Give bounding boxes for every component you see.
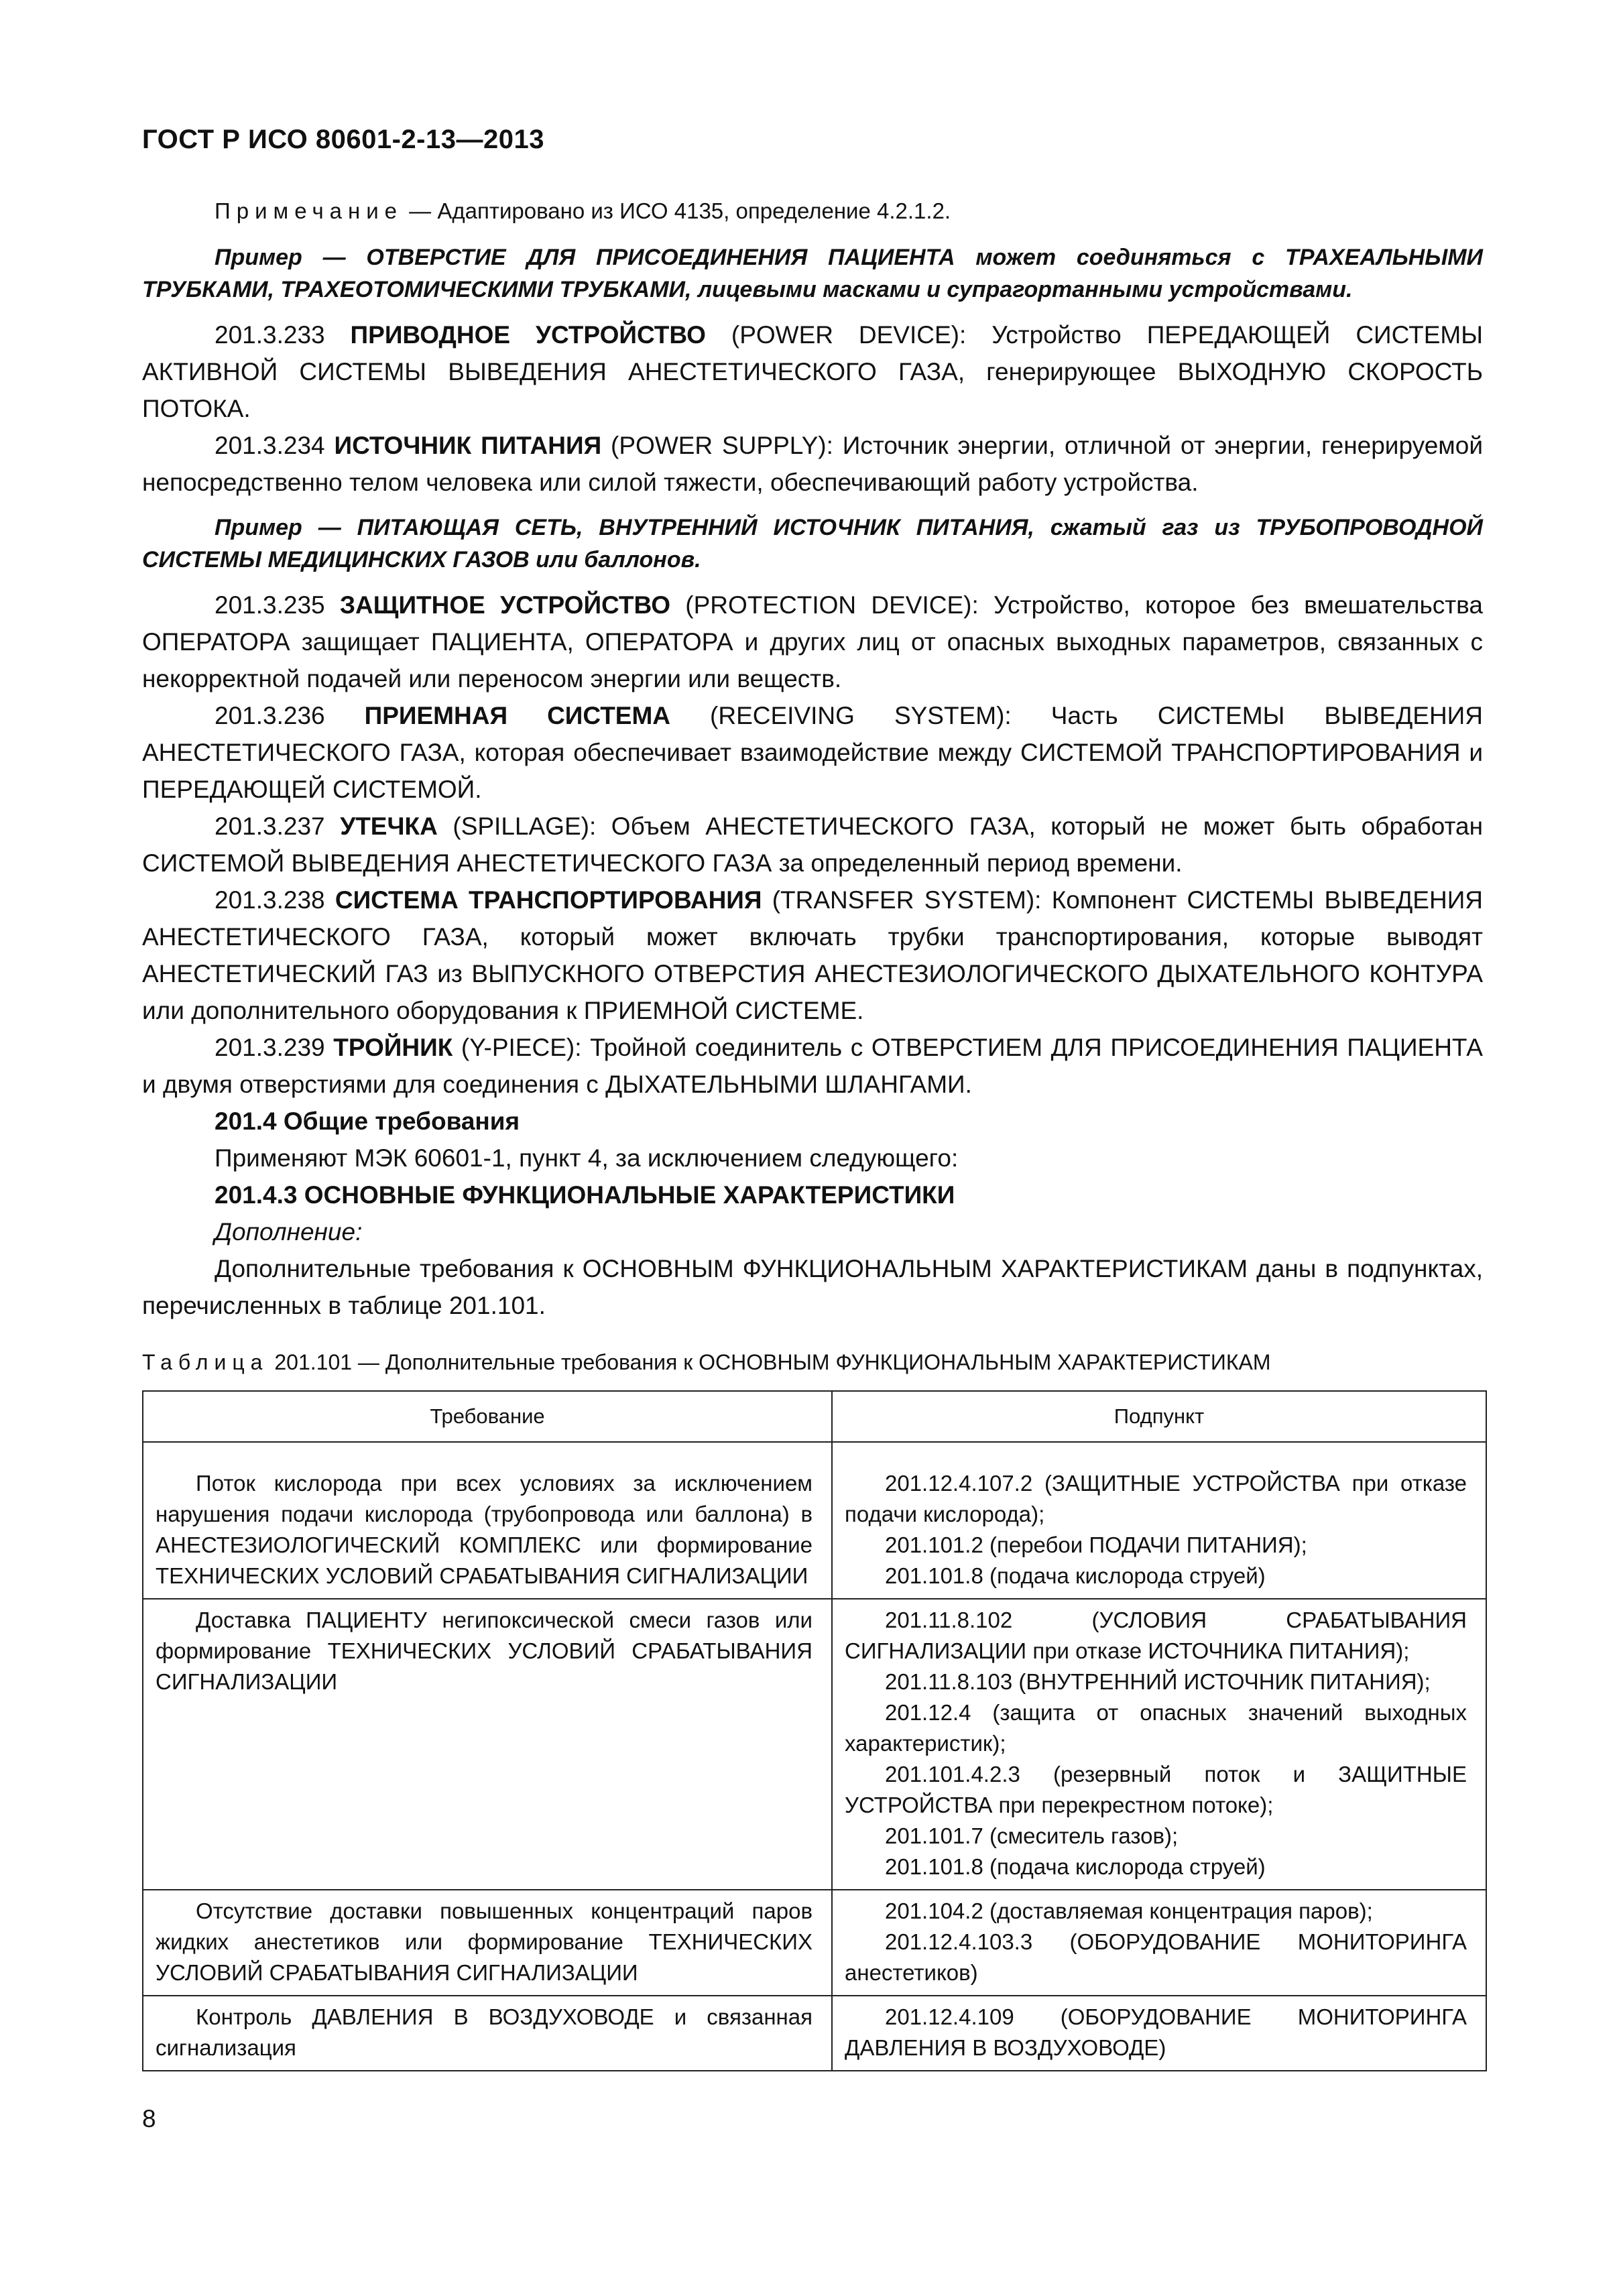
subclause-item: 201.11.8.102 (УСЛОВИЯ СРАБАТЫВАНИЯ СИГНАЛИЗАЦИИ при отказе ИСТОЧНИКА ПИТАНИЯ); [845, 1608, 1467, 1663]
term-paragraph [142, 427, 1483, 501]
requirement-cell [143, 1890, 832, 1996]
subclause-cell [832, 1599, 1486, 1890]
subclause-item: 201.11.8.103 (ВНУТРЕННИЙ ИСТОЧНИК ПИТАНИЯ); [885, 1669, 1431, 1694]
term-definition: (PROTECTION DEVICE): Устройство, которое без вмешательства ОПЕРАТОРА защищает ПАЦИЕНТА, ОПЕРАТОРА и других лиц от опасных выходных параметров, связанных с некорректной подачей или переносом энергии или веществ. [142, 591, 1483, 692]
subclause-item: 201.12.4.107.2 (ЗАЩИТНЫЕ УСТРОЙСТВА при отказе подачи кислорода); [845, 1471, 1467, 1526]
table-row [143, 1599, 1486, 1890]
note [142, 194, 1483, 228]
term-definition: (TRANSFER SYSTEM): Компонент СИСТЕМЫ ВЫВЕДЕНИЯ АНЕСТЕТИЧЕСКОГО ГАЗА, который может включать трубки транспортирования, которые выводят АНЕСТЕТИЧЕСКИЙ ГАЗ из ВЫПУСКНОГО ОТВЕРСТИЯ АНЕСТЕЗИОЛОГИЧЕСКОГО ДЫХАТЕЛЬНОГО КОНТУРА или дополнительного оборудования к ПРИЕМНОЙ СИСТЕМЕ. [142, 886, 1484, 1024]
addition-label: Дополнение: [215, 1218, 363, 1246]
addition-text: Дополнительные требования к ОСНОВНЫМ ФУНКЦИОНАЛЬНЫМ ХАРАКТЕРИСТИКАМ даны в подпунктах, перечисленных в таблице 201.101. [142, 1255, 1483, 1319]
term-number: 201.3.235 [215, 591, 340, 619]
term-definition: (POWER DEVICE): Устройство ПЕРЕДАЮЩЕЙ СИСТЕМЫ АКТИВНОЙ СИСТЕМЫ ВЫВЕДЕНИЯ АНЕСТЕТИЧЕСКОГО ГАЗА, генерирующее ВЫХОДНУЮ СКОРОСТЬ ПОТОКА. [142, 321, 1483, 422]
requirements-table [142, 1390, 1487, 2071]
table-header-row [143, 1391, 1486, 1442]
term-number: 201.3.239 [215, 1034, 334, 1061]
subclause-item: 201.104.2 (доставляемая концентрация паров); [885, 1898, 1373, 1923]
term-paragraph [142, 808, 1483, 882]
column-header-requirement: Требование [143, 1391, 832, 1442]
term-title: ПРИЕМНАЯ СИСТЕМА [364, 702, 671, 729]
note-text: — Адаптировано из ИСО 4135, определение 4.2.1.2. [403, 198, 951, 223]
term-definition: (RECEIVING SYSTEM): Часть СИСТЕМЫ ВЫВЕДЕНИЯ АНЕСТЕТИЧЕСКОГО ГАЗА, которая обеспечивает взаимодействие между СИСТЕМОЙ ТРАНСПОРТИРОВАНИЯ и ПЕРЕДАЮЩЕЙ СИСТЕМОЙ. [142, 702, 1483, 803]
subclause-item: 201.12.4 (защита от опасных значений выходных характеристик); [845, 1700, 1467, 1756]
apply-text: Применяют МЭК 60601-1, пункт 4, за исключением следующего: [215, 1144, 959, 1172]
term-paragraph [142, 1029, 1483, 1103]
subclause-item: 201.12.4.109 (ОБОРУДОВАНИЕ МОНИТОРИНГА ДАВЛЕНИЯ В ВОЗДУХОВОДЕ) [845, 2004, 1467, 2060]
subclause-cell [832, 1890, 1486, 1996]
term-paragraph [142, 316, 1483, 427]
term-number: 201.3.238 [215, 886, 335, 914]
example-power-supply: Пример — ПИТАЮЩАЯ СЕТЬ, ВНУТРЕННИЙ ИСТОЧНИК ПИТАНИЯ, сжатый газ из ТРУБОПРОВОДНОЙ СИСТЕМЫ МЕДИЦИНСКИХ ГАЗОВ или баллонов. [142, 515, 1483, 572]
term-paragraph [142, 697, 1483, 808]
term-paragraph [142, 587, 1483, 697]
subclause-item: 201.101.7 (смеситель газов); [885, 1823, 1179, 1848]
requirement-cell [143, 1599, 832, 1890]
column-header-subclause: Подпункт [832, 1391, 1486, 1442]
table-row [143, 1463, 1486, 1599]
requirement-text: Доставка ПАЦИЕНТУ негипоксической смеси газов или формирование ТЕХНИЧЕСКИХ УСЛОВИЙ СРАБАТЫВАНИЯ СИГНАЛИЗАЦИИ [156, 1608, 813, 1694]
term-number: 201.3.237 [215, 812, 341, 840]
table-row [143, 1890, 1486, 1996]
term-paragraph [142, 882, 1483, 1029]
table-caption-text: 201.101 — Дополнительные требования к ОСНОВНЫМ ФУНКЦИОНАЛЬНЫМ ХАРАКТЕРИСТИКАМ [268, 1350, 1271, 1374]
section-heading-201-4: 201.4 Общие требования [215, 1107, 520, 1135]
requirement-text: Поток кислорода при всех условиях за исключением нарушения подачи кислорода (трубопровода или баллона) в АНЕСТЕЗИОЛОГИЧЕСКИЙ КОМПЛЕКС или формирование ТЕХНИЧЕСКИХ УСЛОВИЙ СРАБАТЫВАНИЯ СИГНАЛИЗАЦИИ [156, 1471, 813, 1588]
subclause-cell [832, 1463, 1486, 1599]
subclause-item: 201.101.8 (подача кислорода струей) [885, 1563, 1266, 1588]
term-number: 201.3.236 [215, 702, 365, 729]
subclause-item: 201.101.2 (перебои ПОДАЧИ ПИТАНИЯ); [885, 1532, 1307, 1557]
table-caption [142, 1344, 1483, 1381]
note-label: Примечание [215, 198, 404, 223]
table-spacer-row [143, 1442, 1486, 1463]
requirement-cell [143, 1463, 832, 1599]
document-code-header: ГОСТ Р ИСО 80601-2-13—2013 [142, 125, 544, 154]
term-title: СИСТЕМА ТРАНСПОРТИРОВАНИЯ [335, 886, 762, 914]
term-number: 201.3.233 [215, 321, 351, 349]
term-title: ТРОЙНИК [333, 1034, 453, 1061]
term-definition: (Y-PIECE): Тройной соединитель с ОТВЕРСТИЕМ ДЛЯ ПРИСОЕДИНЕНИЯ ПАЦИЕНТА и двумя отверстиями для соединения с ДЫХАТЕЛЬНЫМИ ШЛАНГАМИ. [142, 1034, 1483, 1098]
subclause-cell [832, 1996, 1486, 2071]
subclause-item: 201.101.8 (подача кислорода струей) [885, 1854, 1266, 1879]
requirement-cell [143, 1996, 832, 2071]
term-title: ЗАЩИТНОЕ УСТРОЙСТВО [339, 591, 671, 619]
table-caption-label: Таблица [142, 1350, 269, 1374]
example-patient-port: Пример — ОТВЕРСТИЕ ДЛЯ ПРИСОЕДИНЕНИЯ ПАЦИЕНТА может соединяться с ТРАХЕАЛЬНЫМИ ТРУБКАМИ, ТРАХЕОТОМИЧЕСКИМИ ТРУБКАМИ, лицевыми масками и супрагортанными устройствами. [142, 245, 1483, 302]
subclause-item: 201.101.4.2.3 (резервный поток и ЗАЩИТНЫЕ УСТРОЙСТВА при перекрестном потоке); [845, 1762, 1467, 1817]
term-title: ПРИВОДНОЕ УСТРОЙСТВО [350, 321, 706, 349]
section-heading-201-4-3: 201.4.3 ОСНОВНЫЕ ФУНКЦИОНАЛЬНЫЕ ХАРАКТЕРИСТИКИ [215, 1181, 955, 1209]
requirement-text: Контроль ДАВЛЕНИЯ В ВОЗДУХОВОДЕ и связанная сигнализация [156, 2004, 813, 2060]
term-title: ИСТОЧНИК ПИТАНИЯ [334, 432, 602, 459]
term-title: УТЕЧКА [340, 812, 438, 840]
subclause-item: 201.12.4.103.3 (ОБОРУДОВАНИЕ МОНИТОРИНГА анестетиков) [845, 1929, 1467, 1985]
table-row [143, 1996, 1486, 2071]
term-definition: (SPILLAGE): Объем АНЕСТЕТИЧЕСКОГО ГАЗА, который не может быть обработан СИСТЕМОЙ ВЫВЕДЕНИЯ АНЕСТЕТИЧЕСКОГО ГАЗА за определенный период времени. [142, 812, 1484, 877]
term-number: 201.3.234 [215, 432, 335, 459]
document-body [142, 194, 1483, 2071]
page-number: 8 [142, 2105, 156, 2132]
requirement-text: Отсутствие доставки повышенных концентраций паров жидких анестетиков или формирование ТЕХНИЧЕСКИХ УСЛОВИЙ СРАБАТЫВАНИЯ СИГНАЛИЗАЦИИ [156, 1898, 813, 1985]
term-definition: (POWER SUPPLY): Источник энергии, отличной от энергии, генерируемой непосредственно телом человека или силой тяжести, обеспечивающий работу устройства. [142, 432, 1483, 496]
